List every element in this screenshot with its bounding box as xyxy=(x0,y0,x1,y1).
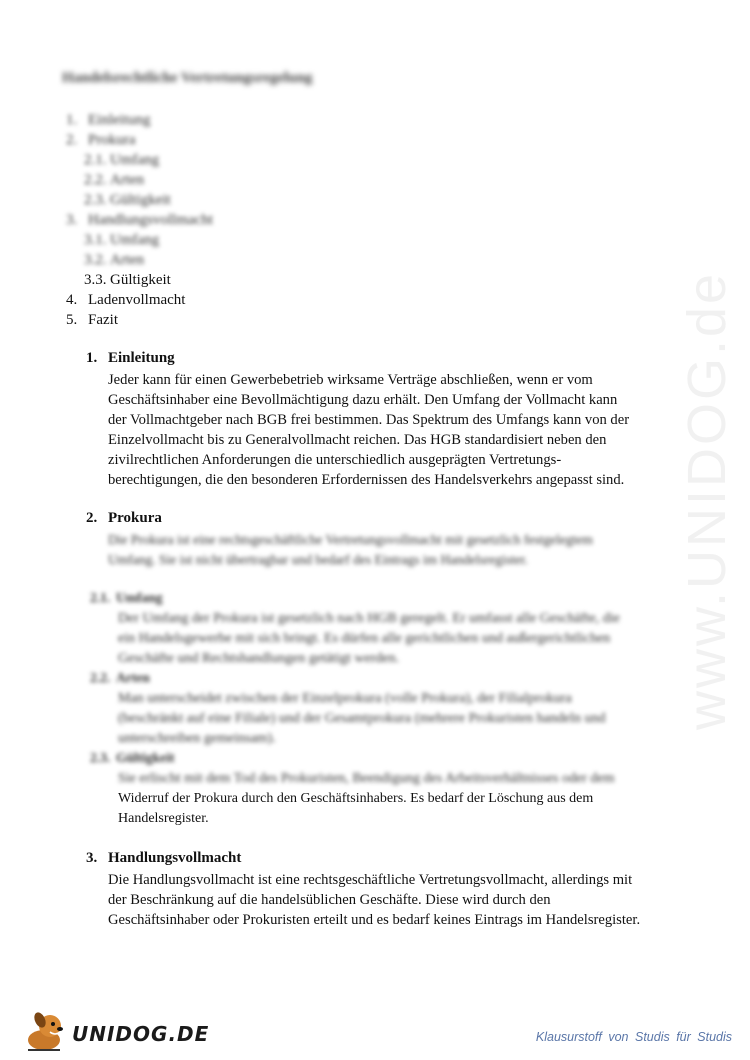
subsection-heading-arten: 2.2. Arten xyxy=(90,670,150,685)
text-line: Umfang. Sie ist nicht übertragbar und bedarf des Eintrags im Handelsregister. xyxy=(108,552,528,567)
text-line: Man unterscheidet zwischen der Einzelprokura (volle Prokura), der Filialprokura xyxy=(118,691,572,706)
section-heading-einleitung: 1. Einleitung xyxy=(86,350,175,366)
subsection-heading-umfang: 2.1. Umfang xyxy=(90,590,163,605)
text-line: berechtigungen, die den besonderen Erfordernissen des Handelsverkehrs angepasst sind. xyxy=(108,472,625,488)
toc-item: 3.3. Gültigkeit xyxy=(84,272,171,288)
unidog-logo xyxy=(20,1010,210,1054)
toc-item: 2.1. Umfang xyxy=(84,152,160,168)
dog-mascot-icon xyxy=(20,1010,72,1054)
text-line: Geschäftsinhaber oder Prokuristen erteilt und es bedarf keines Eintrags im Handelsregister. xyxy=(108,912,641,928)
toc-item: 5. Fazit xyxy=(66,312,118,328)
toc-item: 2.2. Arten xyxy=(84,172,145,188)
text-line: Sie erlischt mit dem Tod des Prokuristen, Beendigung des Arbeitsverhältnisses oder dem xyxy=(118,771,615,786)
text-line: zivilrechtlichen Anforderungen die unterschiedlich ausgeprägten Vertretungs- xyxy=(108,452,562,468)
watermark-text: www.UNIDOG.de xyxy=(677,270,737,730)
logo-text: UNIDOG.DE xyxy=(72,1022,210,1046)
text-line: Handelsregister. xyxy=(118,811,209,826)
subsection-heading-gueltigkeit: 2.3. Gültigkeit xyxy=(90,750,175,765)
subsection-body-gueltigkeit xyxy=(118,769,658,829)
footer-slogan: Klausurstoff von Studis für Studis xyxy=(535,1030,732,1044)
toc-item: 3. Handlungsvollmacht xyxy=(66,212,213,228)
subsection-body-umfang xyxy=(118,609,658,669)
text-line: Widerruf der Prokura durch den Geschäftsinhabers. Es bedarf der Löschung aus dem xyxy=(118,791,594,806)
subsection-body-arten xyxy=(118,689,658,749)
toc-item: 3.1. Umfang xyxy=(84,232,160,248)
text-line: Einzelvollmacht bis zu Generalvollmacht reichen. Das HGB standardisiert neben den xyxy=(108,432,607,448)
toc-item: 4. Ladenvollmacht xyxy=(66,292,186,308)
text-line: Jeder kann für einen Gewerbebetrieb wirksame Verträge abschließen, wenn er vom xyxy=(108,372,593,388)
section-body-handlungsvollmacht xyxy=(108,870,668,930)
text-line: (beschränkt auf eine Filiale) und der Gesamtprokura (mehrere Prokuristen handeln und xyxy=(118,711,606,726)
toc-item: 2. Prokura xyxy=(66,132,136,148)
text-line: Geschäftsinhaber eine Bevollmächtigung dazu erhält. Den Umfang der Vollmacht kann xyxy=(108,392,618,408)
document-title: Handelsrechtliche Vertretungsregelung xyxy=(62,70,313,86)
toc-item: 2.3. Gültigkeit xyxy=(84,192,171,208)
section-heading-prokura: 2. Prokura xyxy=(86,510,162,526)
toc-item: 3.2. Arten xyxy=(84,252,145,268)
section-heading-handlungsvollmacht: 3. Handlungsvollmacht xyxy=(86,850,242,866)
table-of-contents xyxy=(66,110,213,330)
text-line: unterschreiben gemeinsam). xyxy=(118,731,276,746)
section-body-einleitung xyxy=(108,370,668,490)
text-line: Die Handlungsvollmacht ist eine rechtsgeschäftliche Vertretungsvollmacht, allerdings mit xyxy=(108,872,633,888)
text-line: Geschäfte und Rechtshandlungen getätigt werden. xyxy=(118,651,400,666)
text-line: der Vollmachtgeber nach BGB frei bestimmen. Das Spektrum des Umfangs kann von der xyxy=(108,412,630,428)
section-body-prokura xyxy=(108,530,668,570)
text-line: der Beschränkung auf die handelsüblichen Geschäfte. Diese wird durch den xyxy=(108,892,551,908)
toc-item: 1. Einleitung xyxy=(66,112,151,128)
text-line: Die Prokura ist eine rechtsgeschäftliche Vertretungsvollmacht mit gesetzlich festgelegtem xyxy=(108,532,593,547)
text-line: ein Handelsgewerbe mit sich bringt. Es dürfen alle gerichtlichen und außergerichtlichen xyxy=(118,631,611,646)
text-line: Der Umfang der Prokura ist gesetzlich nach HGB geregelt. Er umfasst alle Geschäfte, die xyxy=(118,611,620,626)
